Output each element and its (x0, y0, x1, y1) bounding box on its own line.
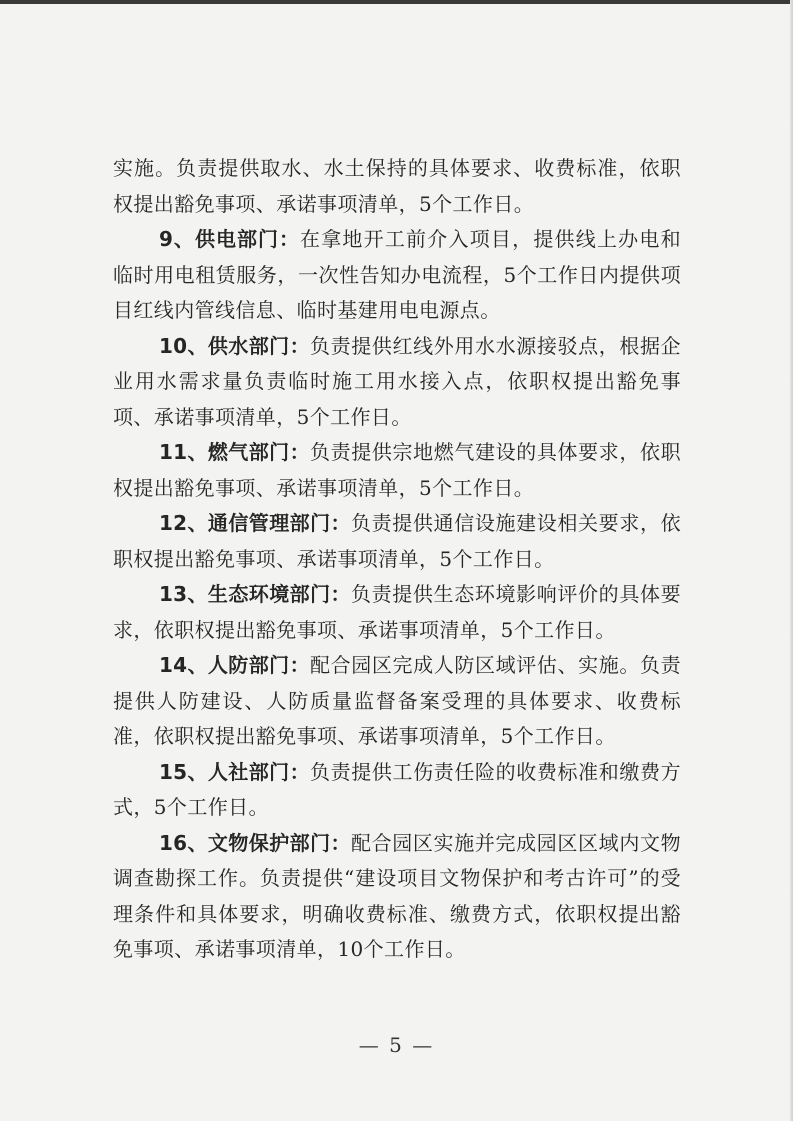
item-lead: 10、供水部门： (159, 333, 310, 358)
item-lead: 9、供电部门： (159, 227, 300, 251)
item-lead: 13、生态环境部门： (159, 582, 351, 606)
page-number: — 5 — (358, 1033, 435, 1057)
paragraph-item-10 (113, 329, 681, 436)
item-body: 负责提供生态环境影响评价的具体要求，依职权提出豁免事项、承诺事项清单，5个工作日。 (113, 582, 681, 642)
item-body: 负责提供宗地燃气建设的具体要求，依职权提出豁免事项、承诺事项清单，5个工作日。 (113, 440, 681, 500)
item-body: 负责提供工伤责任险的收费标准和缴费方式，5个工作日。 (113, 759, 681, 819)
paragraph-item-14 (113, 648, 681, 755)
item-body: 负责提供红线外用水水源接驳点，根据企业用水需求量负责临时施工用水接入点，依职权提出豁免事项、承诺事项清单，5个工作日。 (113, 333, 681, 429)
item-lead: 15、人社部门： (159, 759, 310, 784)
item-lead: 16、文物保护部门： (159, 830, 351, 855)
item-lead: 14、人防部门： (159, 653, 310, 677)
body-text (113, 151, 681, 968)
paragraph-item-16 (113, 826, 681, 968)
item-lead: 11、燃气部门： (159, 440, 310, 464)
scan-top-border (0, 0, 793, 4)
item-body: 在拿地开工前介入项目，提供线上办电和临时用电租赁服务，一次性告知办电流程，5个工作日内提供项目红线内管线信息、临时基建用电电源点。 (113, 227, 681, 322)
paragraph-item-13 (113, 577, 681, 648)
paragraph-item-11 (113, 435, 681, 506)
item-lead: 12、通信管理部门： (159, 511, 351, 535)
item-body: 配合园区完成人防区域评估、实施。负责提供人防建设、人防质量监督备案受理的具体要求、收费标准，依职权提出豁免事项、承诺事项清单，5个工作日。 (113, 653, 681, 748)
paragraph-intro: 实施。负责提供取水、水土保持的具体要求、收费标准，依职权提出豁免事项、承诺事项清单，5个工作日。 (113, 156, 681, 216)
item-body: 配合园区实施并完成园区区域内文物调查勘探工作。负责提供“建设项目文物保护和考古许可”的受理条件和具体要求，明确收费标准、缴费方式，依职权提出豁免事项、承诺事项清单，10个工作日。 (113, 830, 681, 961)
paragraph-item-9 (113, 222, 681, 329)
paragraph-item-12 (113, 506, 681, 577)
item-body: 负责提供通信设施建设相关要求，依职权提出豁免事项、承诺事项清单，5个工作日。 (113, 511, 681, 571)
paragraph-item-15 (113, 755, 681, 826)
